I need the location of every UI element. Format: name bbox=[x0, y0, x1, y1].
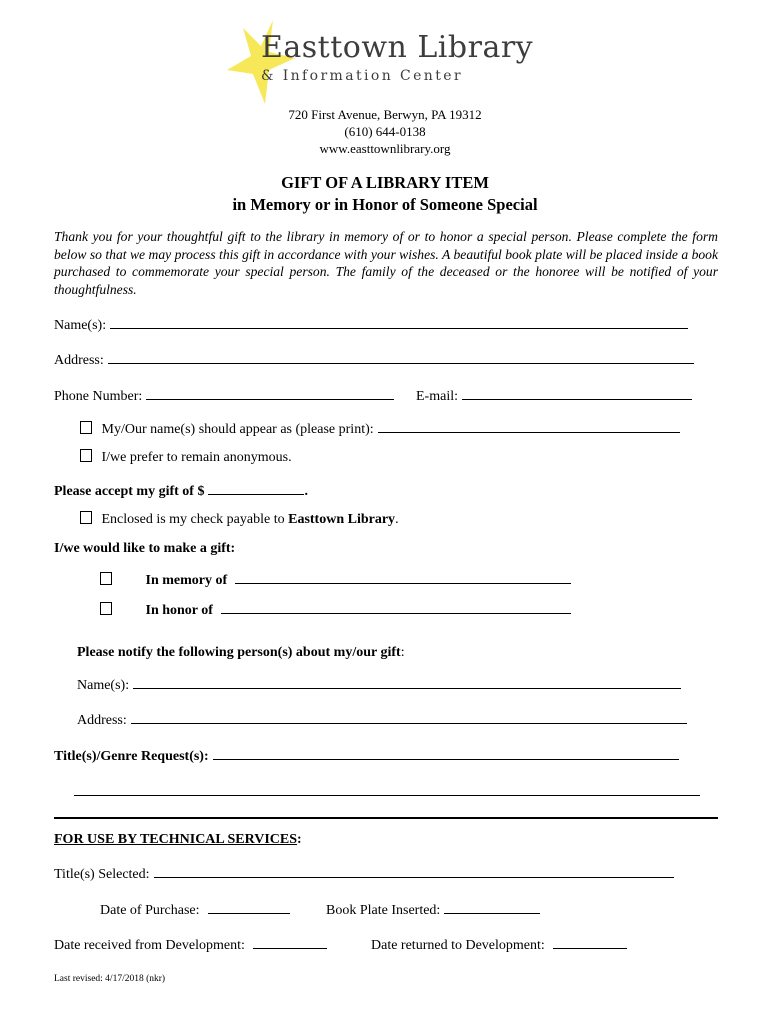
notify-names-label: Name(s): bbox=[77, 678, 130, 693]
titles-selected-field[interactable] bbox=[154, 864, 674, 878]
received-label: Date received from Development: bbox=[54, 938, 245, 953]
in-honor-checkbox[interactable] bbox=[100, 602, 112, 615]
donor-email-row bbox=[416, 386, 692, 405]
phone-field[interactable] bbox=[146, 386, 394, 400]
request-field-line-2[interactable] bbox=[74, 795, 700, 796]
make-gift-label: I/we would like to make a gift: bbox=[54, 541, 236, 556]
tech-heading-end: : bbox=[297, 832, 302, 847]
plate-row bbox=[326, 900, 540, 919]
tech-heading bbox=[54, 832, 302, 848]
donor-phone-row bbox=[54, 386, 394, 405]
in-honor-field[interactable] bbox=[221, 600, 571, 614]
in-memory-checkbox[interactable] bbox=[100, 572, 112, 585]
name-appear-row bbox=[80, 419, 680, 438]
form-subtitle: in Memory or in Honor of Someone Special bbox=[232, 195, 538, 214]
address-website: www.easttownlibrary.org bbox=[319, 141, 451, 156]
in-honor-label: In honor of bbox=[145, 603, 213, 618]
notify-names-field[interactable] bbox=[133, 675, 681, 689]
section-divider bbox=[54, 817, 718, 819]
logo-title: Easttown Library bbox=[261, 30, 534, 65]
donor-names-label: Name(s): bbox=[54, 318, 107, 333]
intro-paragraph: Thank you for your thoughtful gift to the library in memory of or to honor a special person. Please complete the form below so that we may process this gift in accordance with your wishes. A beautiful book plate will be placed inside a book purchased to commemorate your special person. The family of the deceased or the honoree will be notified of your thoughtfulness. bbox=[54, 229, 718, 297]
donor-address-row bbox=[54, 350, 694, 369]
form-title: GIFT OF A LIBRARY ITEM bbox=[281, 173, 489, 192]
request-field[interactable] bbox=[213, 746, 679, 760]
gift-amount-label: Please accept my gift of $ bbox=[54, 484, 205, 499]
gift-amount-end: . bbox=[304, 484, 308, 499]
address-phone: (610) 644-0138 bbox=[344, 124, 426, 139]
check-label: Enclosed is my check payable to bbox=[101, 512, 289, 527]
check-payee: Easttown Library bbox=[288, 512, 396, 527]
returned-field[interactable] bbox=[553, 935, 627, 949]
name-appear-checkbox[interactable] bbox=[80, 421, 92, 434]
request-label: Title(s)/Genre Request(s): bbox=[54, 749, 209, 764]
donor-address-field[interactable] bbox=[108, 350, 694, 364]
check-checkbox[interactable] bbox=[80, 511, 92, 524]
plate-field[interactable] bbox=[444, 900, 540, 914]
notify-address-label: Address: bbox=[77, 713, 127, 728]
name-appear-label: My/Our name(s) should appear as (please print): bbox=[101, 422, 374, 437]
gift-amount-row bbox=[54, 481, 308, 500]
titles-selected-label: Title(s) Selected: bbox=[54, 867, 150, 882]
in-memory-row bbox=[100, 570, 571, 589]
donor-names-row bbox=[54, 315, 688, 334]
in-honor-row bbox=[100, 600, 571, 619]
purchase-field[interactable] bbox=[208, 900, 290, 914]
notify-heading bbox=[77, 645, 405, 661]
address-street: 720 First Avenue, Berwyn, PA 19312 bbox=[288, 107, 482, 122]
anonymous-checkbox[interactable] bbox=[80, 449, 92, 462]
email-field[interactable] bbox=[462, 386, 692, 400]
notify-heading-end: : bbox=[400, 645, 405, 660]
returned-row bbox=[371, 935, 627, 954]
received-field[interactable] bbox=[253, 935, 327, 949]
notify-address-row bbox=[77, 710, 687, 729]
purchase-label: Date of Purchase: bbox=[100, 903, 200, 918]
tech-heading-text: FOR USE BY TECHNICAL SERVICES bbox=[54, 832, 298, 847]
purchase-row bbox=[100, 900, 290, 919]
in-memory-field[interactable] bbox=[235, 570, 571, 584]
notify-address-field[interactable] bbox=[131, 710, 687, 724]
phone-label: Phone Number: bbox=[54, 389, 143, 404]
titles-selected-row bbox=[54, 864, 674, 883]
in-memory-label: In memory of bbox=[145, 573, 228, 588]
last-revised: Last revised: 4/17/2018 (nkr) bbox=[54, 974, 166, 984]
plate-label: Book Plate Inserted: bbox=[326, 903, 441, 918]
check-end: . bbox=[395, 512, 399, 527]
notify-heading-text: Please notify the following person(s) about my/our gift bbox=[77, 645, 401, 660]
donor-address-label: Address: bbox=[54, 353, 104, 368]
received-row bbox=[54, 935, 327, 954]
library-logo bbox=[225, 18, 555, 106]
email-label: E-mail: bbox=[416, 389, 458, 404]
request-row bbox=[54, 746, 679, 765]
notify-names-row bbox=[77, 675, 681, 694]
returned-label: Date returned to Development: bbox=[371, 938, 545, 953]
check-row bbox=[80, 511, 399, 528]
gift-amount-field[interactable] bbox=[208, 481, 304, 495]
logo-subtitle: & Information Center bbox=[261, 68, 463, 84]
anonymous-row bbox=[80, 449, 292, 466]
anonymous-label: I/we prefer to remain anonymous. bbox=[101, 450, 292, 465]
donor-names-field[interactable] bbox=[110, 315, 688, 329]
name-appear-field[interactable] bbox=[378, 419, 680, 433]
